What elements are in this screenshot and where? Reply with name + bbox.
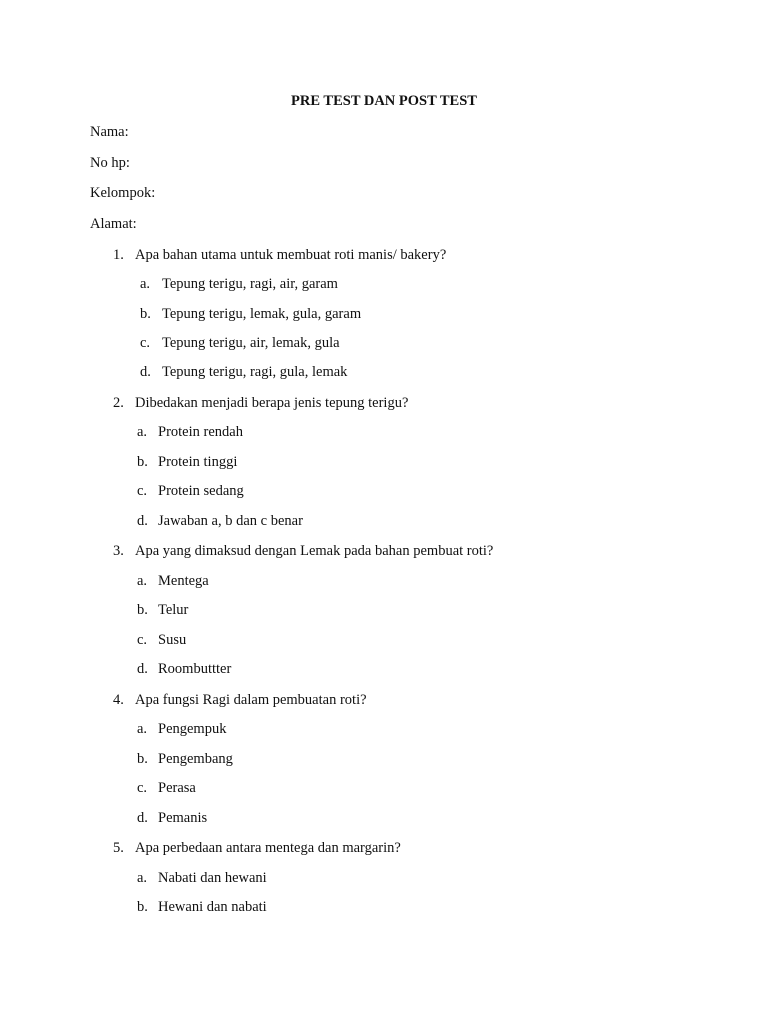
option-letter: b. <box>140 306 151 322</box>
question-number: 3. <box>113 543 124 559</box>
option-letter: a. <box>137 424 148 440</box>
option-text: Pengempuk <box>158 721 227 737</box>
option-text: Tepung terigu, air, lemak, gula <box>162 335 340 351</box>
option-letter: b. <box>137 602 148 618</box>
page-title: PRE TEST DAN POST TEST <box>291 93 477 109</box>
option-letter: b. <box>137 899 148 915</box>
option-letter: c. <box>140 335 151 351</box>
kelompok-label: Kelompok: <box>90 185 156 201</box>
option-text: Protein sedang <box>158 483 244 499</box>
option-text: Pengembang <box>158 751 233 767</box>
option-text: Tepung terigu, lemak, gula, garam <box>162 306 362 322</box>
option-letter: d. <box>140 364 151 380</box>
option-letter: c. <box>137 483 148 499</box>
question-text: Apa perbedaan antara mentega dan margarin? <box>135 840 401 856</box>
question-text: Dibedakan menjadi berapa jenis tepung terigu? <box>135 395 409 411</box>
option-text: Telur <box>158 602 189 618</box>
option-letter: b. <box>137 751 148 767</box>
question-number: 1. <box>113 247 124 263</box>
option-letter: a. <box>137 870 148 886</box>
option-text: Hewani dan nabati <box>158 899 267 915</box>
option-text: Perasa <box>158 780 196 796</box>
option-letter: c. <box>137 780 148 796</box>
option-letter: a. <box>140 276 151 292</box>
option-text: Tepung terigu, ragi, gula, lemak <box>162 364 348 380</box>
option-text: Jawaban a, b dan c benar <box>158 513 303 529</box>
option-text: Tepung terigu, ragi, air, garam <box>162 276 338 292</box>
option-letter: c. <box>137 632 148 648</box>
option-letter: b. <box>137 454 148 470</box>
nama-label: Nama: <box>90 124 129 140</box>
option-letter: a. <box>137 573 148 589</box>
question-number: 4. <box>113 692 124 708</box>
option-letter: a. <box>137 721 148 737</box>
question-text: Apa fungsi Ragi dalam pembuatan roti? <box>135 692 367 708</box>
option-text: Pemanis <box>158 810 208 826</box>
option-letter: d. <box>137 513 148 529</box>
option-text: Protein rendah <box>158 424 243 440</box>
question-text: Apa bahan utama untuk membuat roti manis/ bakery? <box>135 247 447 263</box>
question-number: 5. <box>113 840 124 856</box>
question-text: Apa yang dimaksud dengan Lemak pada bahan pembuat roti? <box>135 543 494 559</box>
option-text: Susu <box>158 632 187 648</box>
option-letter: d. <box>137 810 148 826</box>
question-number: 2. <box>113 395 124 411</box>
option-text: Nabati dan hewani <box>158 870 267 886</box>
no-hp-label: No hp: <box>90 155 130 171</box>
option-text: Protein tinggi <box>158 454 238 470</box>
option-letter: d. <box>137 661 148 677</box>
option-text: Mentega <box>158 573 209 589</box>
option-text: Roombuttter <box>158 661 232 677</box>
alamat-label: Alamat: <box>90 216 137 232</box>
